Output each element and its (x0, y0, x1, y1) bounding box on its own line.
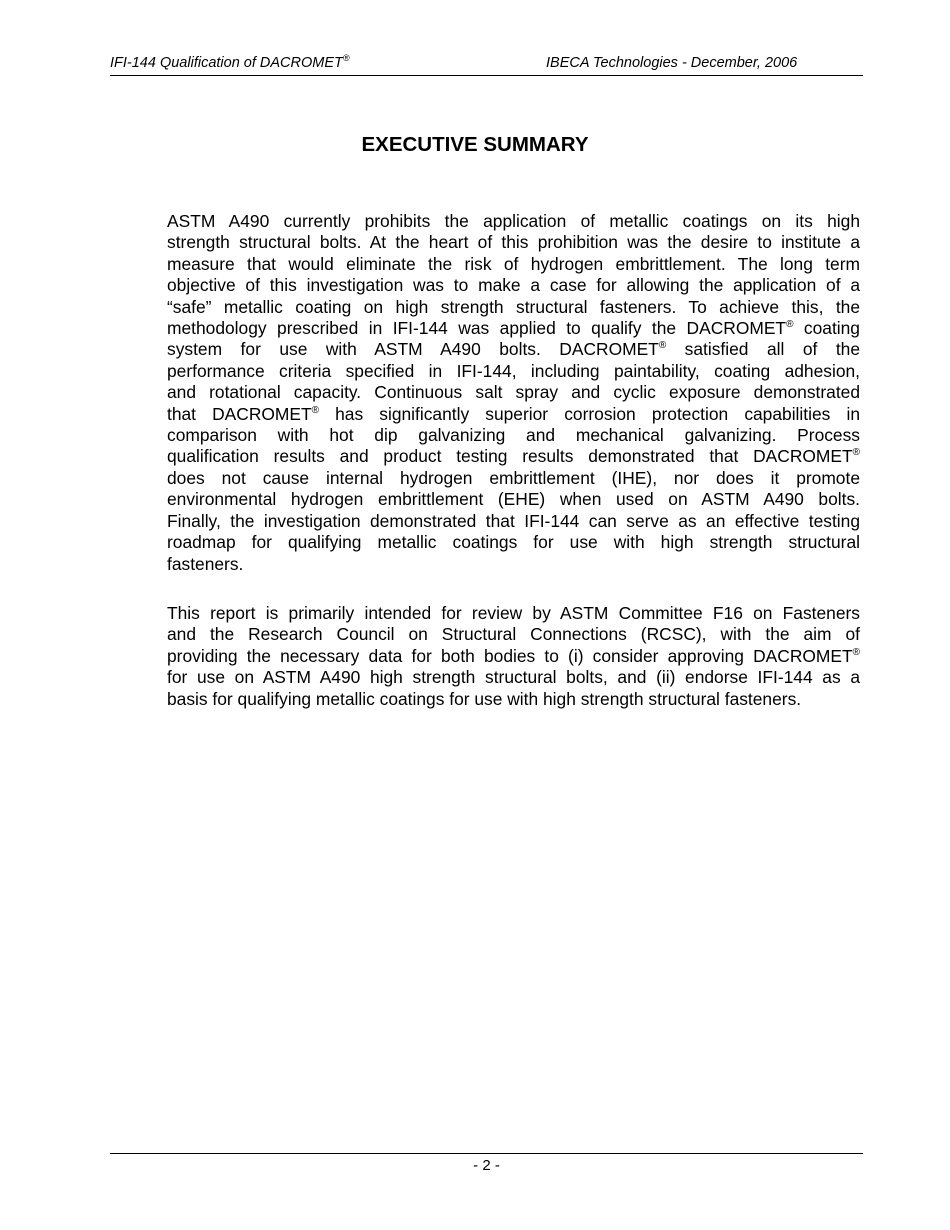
text-line: environmental hydrogen embrittlement (EHE) when used on ASTM A490 bolts. (167, 489, 860, 510)
text-line: and the Research Council on Structural Connections (RCSC), with the aim of (167, 624, 860, 645)
page-number: - 2 - (473, 1157, 500, 1174)
text-line: providing the necessary data for both bodies to (i) consider approving DACROMET® (167, 645, 860, 666)
text-line: system for use with ASTM A490 bolts. DACROMET® satisfied all of the (167, 339, 860, 360)
text-line: Finally, the investigation demonstrated that IFI-144 can serve as an effective testing (167, 510, 860, 531)
registered-mark: ® (311, 404, 320, 416)
text-line: measure that would eliminate the risk of hydrogen embrittlement. The long term (167, 253, 860, 274)
header-organization-date: IBECA Technologies - December, 2006 (546, 55, 798, 71)
registered-mark: ® (852, 646, 860, 658)
summary-paragraph-1 (167, 211, 860, 575)
header-document-title: IFI-144 Qualification of DACROMET® (110, 53, 350, 71)
text-line: qualification results and product testing results demonstrated that DACROMET® (167, 446, 860, 467)
text-line: ASTM A490 currently prohibits the application of metallic coatings on its high (167, 211, 860, 231)
text-line: for use on ASTM A490 high strength structural bolts, and (ii) endorse IFI-144 as a (167, 667, 860, 688)
text-line: and rotational capacity. Continuous salt spray and cyclic exposure demonstrated (167, 382, 860, 403)
text-line: basis for qualifying metallic coatings for use with high strength structural fasteners. (167, 688, 802, 709)
text-line: does not cause internal hydrogen embrittlement (IHE), nor does it promote (167, 467, 860, 488)
text-line: performance criteria specified in IFI-144, including paintability, coating adhesion, (167, 360, 860, 381)
page-title: EXECUTIVE SUMMARY (361, 133, 589, 156)
summary-paragraph-2 (167, 603, 860, 710)
text-line: objective of this investigation was to make a case for allowing the application of a (167, 275, 860, 296)
text-line: roadmap for qualifying metallic coatings for use with high strength structural (167, 532, 860, 553)
registered-mark: ® (658, 340, 667, 352)
text-line: comparison with hot dip galvanizing and mechanical galvanizing. Process (167, 425, 860, 446)
text-line: fasteners. (167, 553, 244, 574)
page-header (110, 54, 863, 76)
text-line: that DACROMET® has significantly superior corrosion protection capabilities in (167, 403, 860, 424)
registered-mark: ® (852, 447, 860, 459)
registered-mark: ® (786, 319, 794, 331)
text-line: This report is primarily intended for review by ASTM Committee F16 on Fasteners (167, 603, 860, 623)
text-line: “safe” metallic coating on high strength structural fasteners. To achieve this, the (167, 296, 860, 317)
text-line: strength structural bolts. At the heart of this prohibition was the desire to institute a (167, 232, 860, 253)
page-footer (110, 1153, 863, 1174)
text-line: methodology prescribed in IFI-144 was applied to qualify the DACROMET® coating (167, 318, 860, 339)
registered-mark: ® (342, 53, 350, 63)
